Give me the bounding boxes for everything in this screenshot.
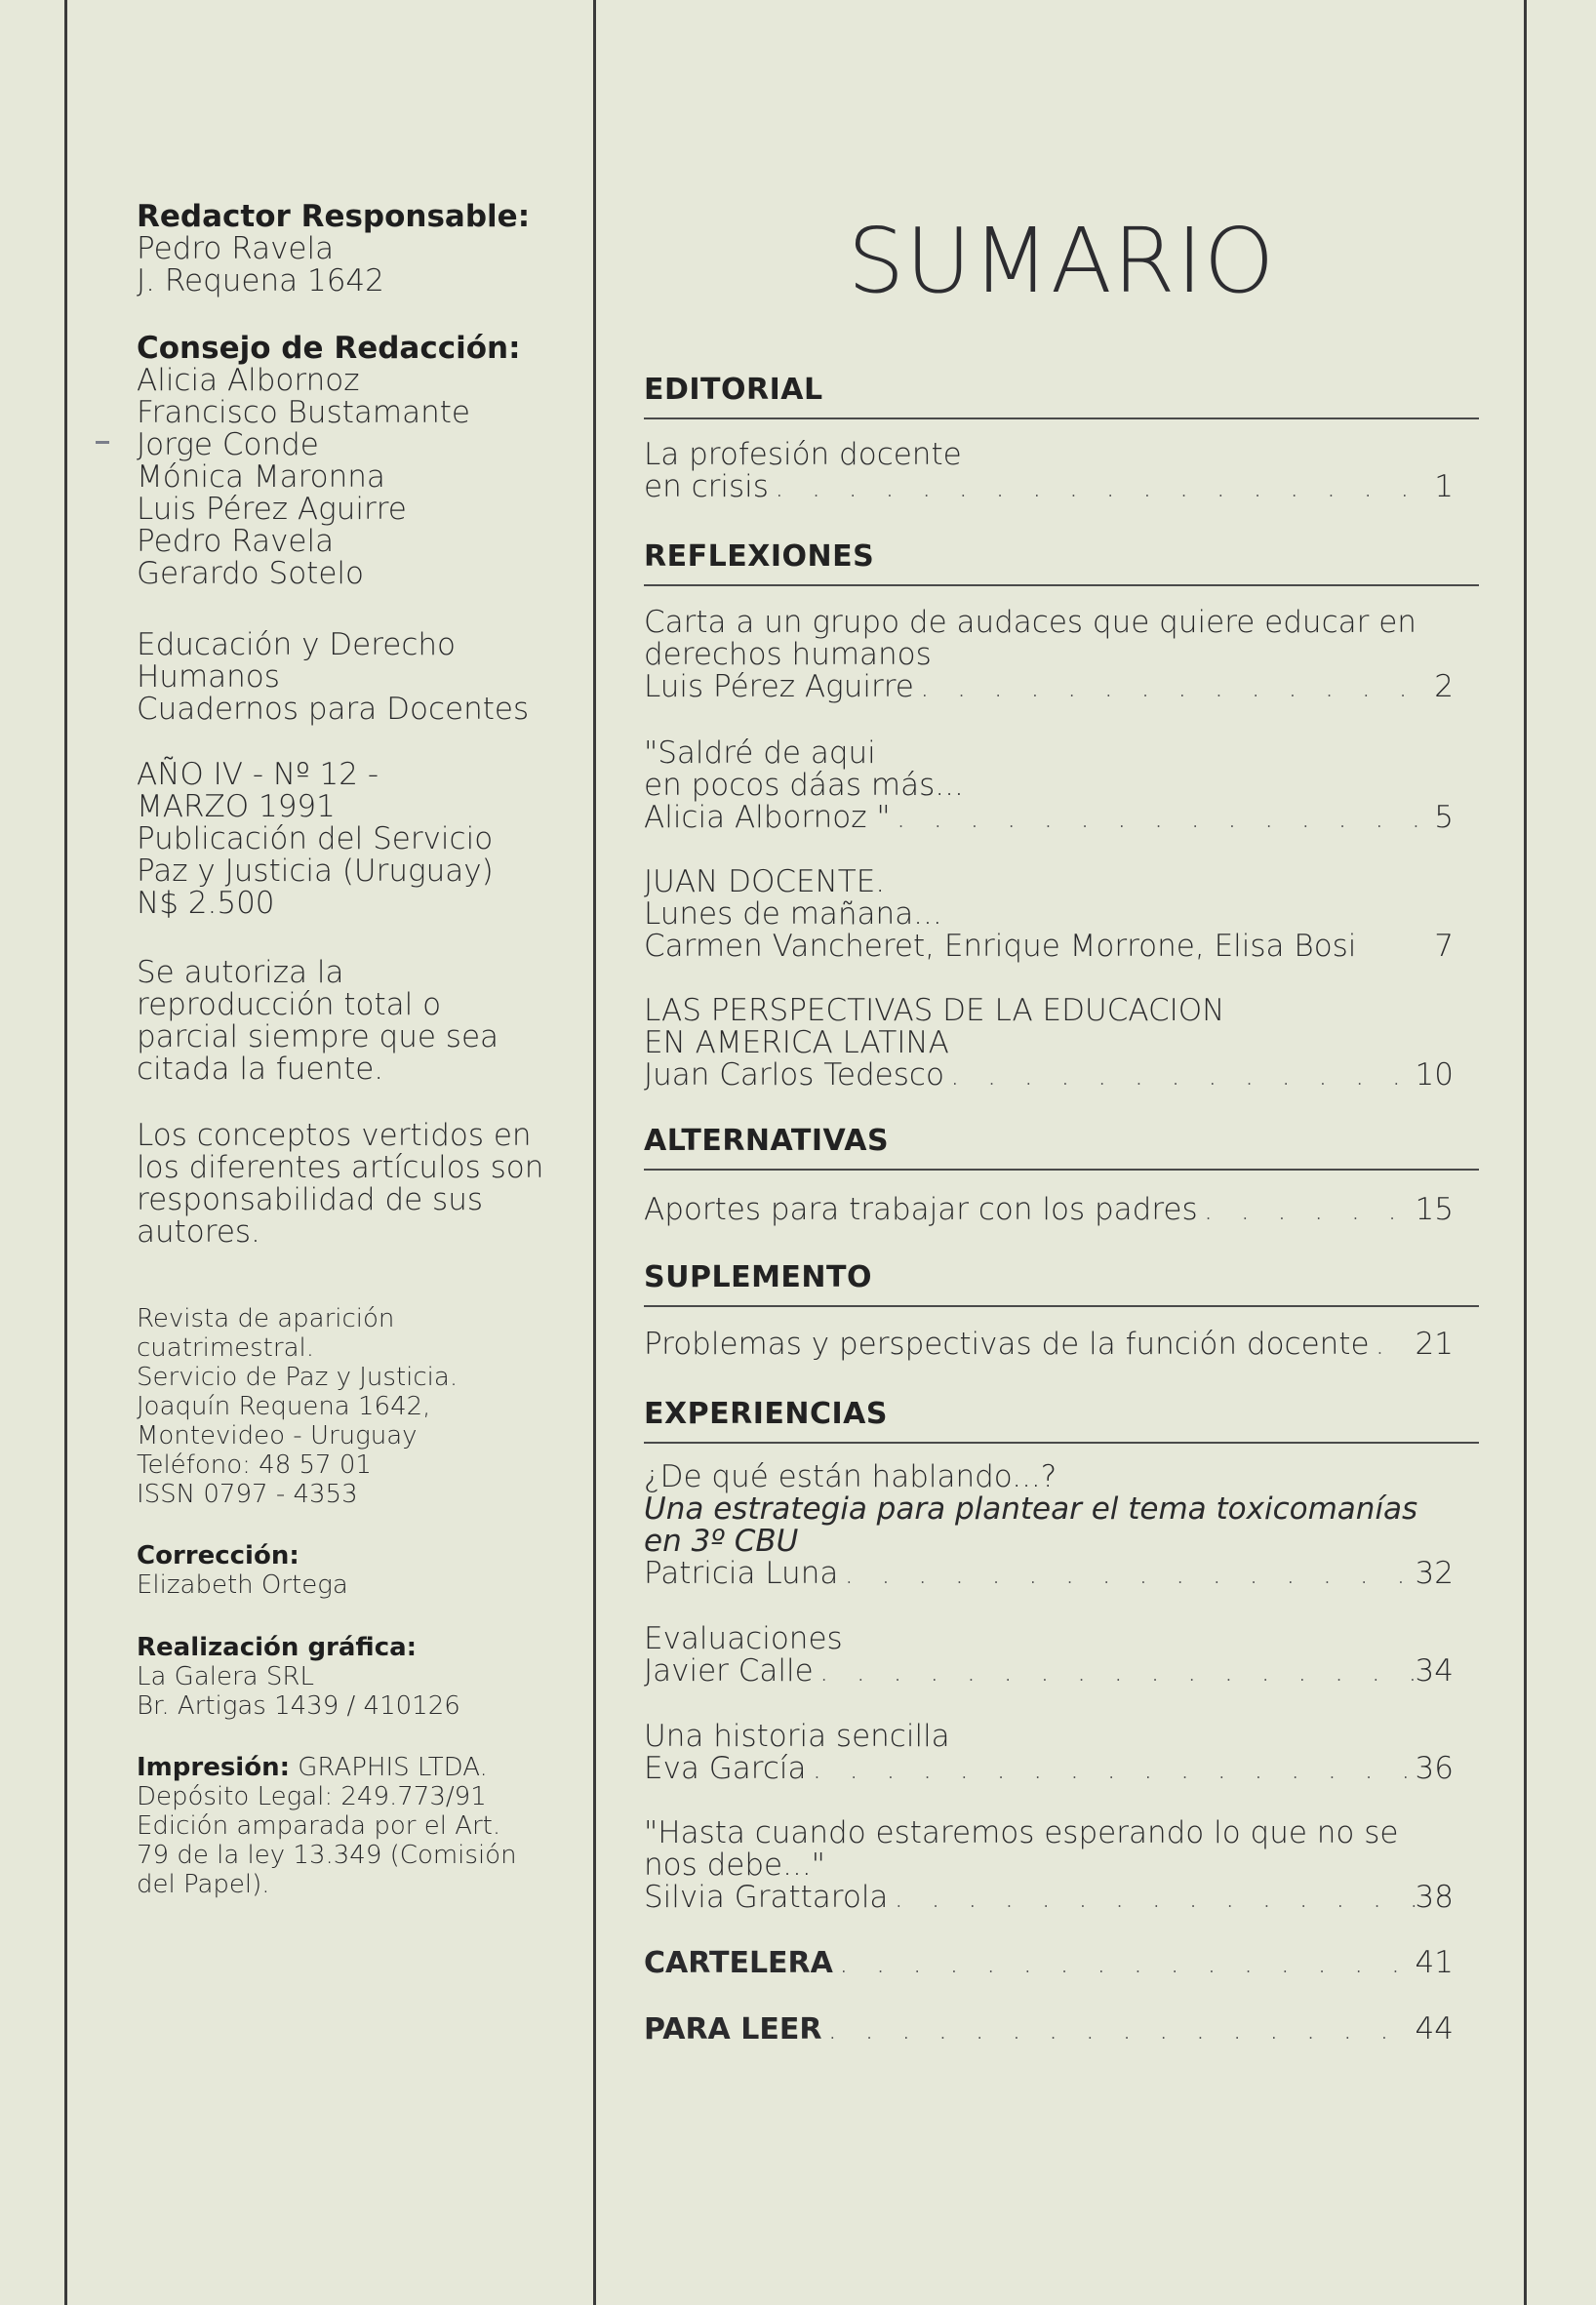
section-suplemento	[644, 1260, 1479, 1307]
board-member: Gerardo Sotelo	[137, 556, 364, 591]
entry-title: La profesión docente	[644, 437, 962, 472]
entry-author: Carmen Vancheret, Enrique Morrone, Elisa Bosi	[644, 929, 1357, 964]
contact-line: ISSN 0797 - 4353	[137, 1480, 358, 1509]
publication-line: Cuadernos para Docentes	[137, 692, 530, 727]
contact-line: Teléfono: 48 57 01	[137, 1451, 372, 1480]
board-block	[137, 333, 605, 590]
page-number: 5	[1434, 800, 1454, 835]
page-number: 7	[1434, 929, 1454, 964]
board-member: Pedro Ravela	[137, 524, 335, 559]
section-rule	[644, 1442, 1479, 1444]
entry-title: LAS PERSPECTIVAS DE LA EDUCACION	[644, 993, 1225, 1028]
section-title: SUPLEMENTO	[644, 1260, 872, 1294]
entry-title: EN AMERICA LATINA	[644, 1025, 949, 1060]
section-rule	[644, 1169, 1479, 1171]
entry-author: Patricia Luna	[644, 1556, 839, 1591]
toc-entry[interactable]	[644, 1623, 1454, 1688]
concepts-line: los diferentes artículos son	[137, 1150, 544, 1185]
toc-entry-para-leer[interactable]	[644, 2013, 1454, 2046]
entry-author: Silvia Grattarola	[644, 1880, 889, 1915]
toc-entry[interactable]	[644, 1721, 1454, 1785]
page-number: 1	[1434, 469, 1454, 504]
issue-line: Paz y Justicia (Uruguay)	[137, 854, 494, 889]
page-mark	[96, 441, 109, 444]
printing-line: 79 de la ley 13.349 (Comisión	[137, 1841, 517, 1870]
leader-dots	[1370, 1329, 1416, 1361]
editor-label: Redactor Responsable:	[137, 199, 531, 234]
toc-entry[interactable]	[644, 737, 1454, 834]
entry-title: Aportes para trabajar con los padres	[644, 1192, 1198, 1227]
leader-dots	[888, 1882, 1415, 1914]
reproduction-line: Se autoriza la	[137, 955, 344, 990]
reproduction-line: reproducción total o	[137, 987, 442, 1022]
printing-line: Edición amparada por el Art.	[137, 1811, 501, 1841]
page-number: 34	[1415, 1653, 1454, 1689]
graphics-block	[137, 1633, 605, 1721]
page-number: 32	[1415, 1556, 1454, 1591]
toc-entry-cartelera[interactable]	[644, 1947, 1454, 1979]
contact-line: cuatrimestral.	[137, 1333, 314, 1363]
correction-name: Elizabeth Ortega	[137, 1570, 348, 1600]
leader-dots	[769, 471, 1434, 503]
leader-dots	[814, 1655, 1416, 1688]
contact-line: Revista de aparición	[137, 1304, 395, 1333]
printing-value: GRAPHIS LTDA.	[290, 1753, 488, 1782]
concepts-line: Los conceptos vertidos en	[137, 1118, 532, 1153]
entry-title: Una historia sencilla	[644, 1719, 950, 1754]
page-number: 41	[1415, 1945, 1454, 1980]
section-title: EDITORIAL	[644, 373, 823, 407]
section-title: ALTERNATIVAS	[644, 1124, 890, 1158]
entry-title: JUAN DOCENTE.	[644, 864, 886, 899]
entry-title: derechos humanos	[644, 637, 932, 672]
section-rule	[644, 417, 1479, 419]
printing-line: del Papel).	[137, 1870, 270, 1899]
entry-author: Alicia Albornoz "	[644, 800, 891, 835]
left-border-line	[64, 0, 67, 2305]
printing-label: Impresión:	[137, 1753, 290, 1782]
contact-block	[137, 1304, 605, 1509]
toc-entry[interactable]	[644, 1461, 1454, 1590]
editor-line: J. Requena 1642	[137, 263, 384, 298]
issue-line: Publicación del Servicio	[137, 821, 494, 856]
entry-title: Evaluaciones	[644, 1621, 843, 1656]
page-number: 15	[1415, 1192, 1454, 1227]
entry-title: Lunes de mañana...	[644, 896, 942, 932]
correction-label: Corrección:	[137, 1541, 299, 1570]
toc-entry[interactable]	[644, 1194, 1454, 1226]
issue-line: AÑO IV - Nº 12 -	[137, 757, 379, 792]
section-title: EXPERIENCIAS	[644, 1397, 888, 1431]
entry-title: PARA LEER	[644, 2012, 822, 2047]
entry-author: en crisis	[644, 469, 769, 504]
entry-author: Eva García	[644, 1751, 807, 1786]
publication-block	[137, 629, 605, 726]
entry-title: Carta a un grupo de audaces que quiere educar en	[644, 605, 1416, 640]
board-member: Luis Pérez Aguirre	[137, 492, 407, 527]
issue-line: MARZO 1991	[137, 789, 336, 824]
board-member: Alicia Albornoz	[137, 363, 360, 398]
issue-block	[137, 759, 605, 920]
toc-entry[interactable]	[644, 607, 1454, 703]
reproduction-line: parcial siempre que sea	[137, 1019, 499, 1054]
printing-block	[137, 1753, 605, 1899]
section-title: REFLEXIONES	[644, 539, 875, 574]
leader-dots	[1198, 1194, 1416, 1226]
editor-block	[137, 201, 605, 298]
section-editorial	[644, 373, 1479, 419]
printing-line: Depósito Legal: 249.773/91	[137, 1782, 487, 1811]
page-number: 44	[1415, 2011, 1454, 2047]
toc-entry[interactable]	[644, 1329, 1454, 1361]
toc-entry[interactable]	[644, 439, 1454, 503]
concepts-line: autores.	[137, 1214, 260, 1250]
entry-subtitle: en 3º CBU	[644, 1524, 799, 1559]
entry-title: CARTELERA	[644, 1946, 833, 1980]
leader-dots	[914, 671, 1434, 703]
publication-line: Humanos	[137, 659, 280, 695]
entry-title: nos debe..."	[644, 1848, 825, 1883]
entry-subtitle: Una estrategia para plantear el tema toxicomanías	[644, 1491, 1418, 1527]
leader-dots	[833, 1947, 1416, 1979]
contact-line: Montevideo - Uruguay	[137, 1421, 418, 1451]
toc-entry[interactable]	[644, 866, 1454, 963]
contact-line: Servicio de Paz y Justicia.	[137, 1363, 459, 1392]
editor-line: Pedro Ravela	[137, 231, 335, 266]
graphics-line: La Galera SRL	[137, 1662, 314, 1691]
issue-line: N$ 2.500	[137, 886, 275, 921]
section-alternativas	[644, 1124, 1479, 1171]
board-member: Mónica Maronna	[137, 459, 385, 495]
leader-dots	[807, 1753, 1416, 1785]
page-number: 21	[1415, 1327, 1454, 1362]
entry-title: "Hasta cuando estaremos esperando lo que no se	[644, 1815, 1399, 1850]
graphics-line: Br. Artigas 1439 / 410126	[137, 1691, 460, 1721]
graphics-label: Realización gráfica:	[137, 1633, 418, 1662]
page-number: 2	[1434, 669, 1454, 704]
board-member: Francisco Bustamante	[137, 395, 470, 430]
page-number: 10	[1415, 1057, 1454, 1093]
entry-author: Luis Pérez Aguirre	[644, 669, 914, 704]
publication-line: Educación y Derecho	[137, 627, 457, 662]
board-label: Consejo de Redacción:	[137, 331, 521, 366]
section-rule	[644, 584, 1479, 586]
page-number: 38	[1415, 1880, 1454, 1915]
section-experiencias	[644, 1397, 1479, 1444]
entry-title: "Saldré de aqui	[644, 735, 876, 771]
leader-dots	[891, 802, 1435, 834]
leader-dots	[838, 1558, 1415, 1590]
entry-title: en pocos dáas más...	[644, 768, 964, 803]
leader-dots	[821, 2013, 1415, 2046]
toc-title: SUMARIO	[847, 209, 1276, 313]
correction-block	[137, 1541, 605, 1600]
entry-title: ¿De qué están hablando...?	[644, 1459, 1057, 1494]
entry-title: Problemas y perspectivas de la función docente	[644, 1327, 1370, 1362]
toc-entry[interactable]	[644, 995, 1454, 1092]
concepts-block	[137, 1120, 605, 1249]
contact-line: Joaquín Requena 1642,	[137, 1392, 431, 1421]
leader-dots	[944, 1059, 1416, 1092]
toc-entry[interactable]	[644, 1817, 1454, 1914]
board-member: Jorge Conde	[137, 427, 319, 462]
right-border-line	[1524, 0, 1527, 2305]
entry-author: Javier Calle	[644, 1653, 814, 1689]
entry-author: Juan Carlos Tedesco	[644, 1057, 944, 1093]
section-rule	[644, 1305, 1479, 1307]
reproduction-block	[137, 957, 605, 1086]
section-reflexiones	[644, 539, 1479, 586]
reproduction-line: citada la fuente.	[137, 1052, 384, 1087]
concepts-line: responsabilidad de sus	[137, 1182, 484, 1217]
page-number: 36	[1415, 1751, 1454, 1786]
